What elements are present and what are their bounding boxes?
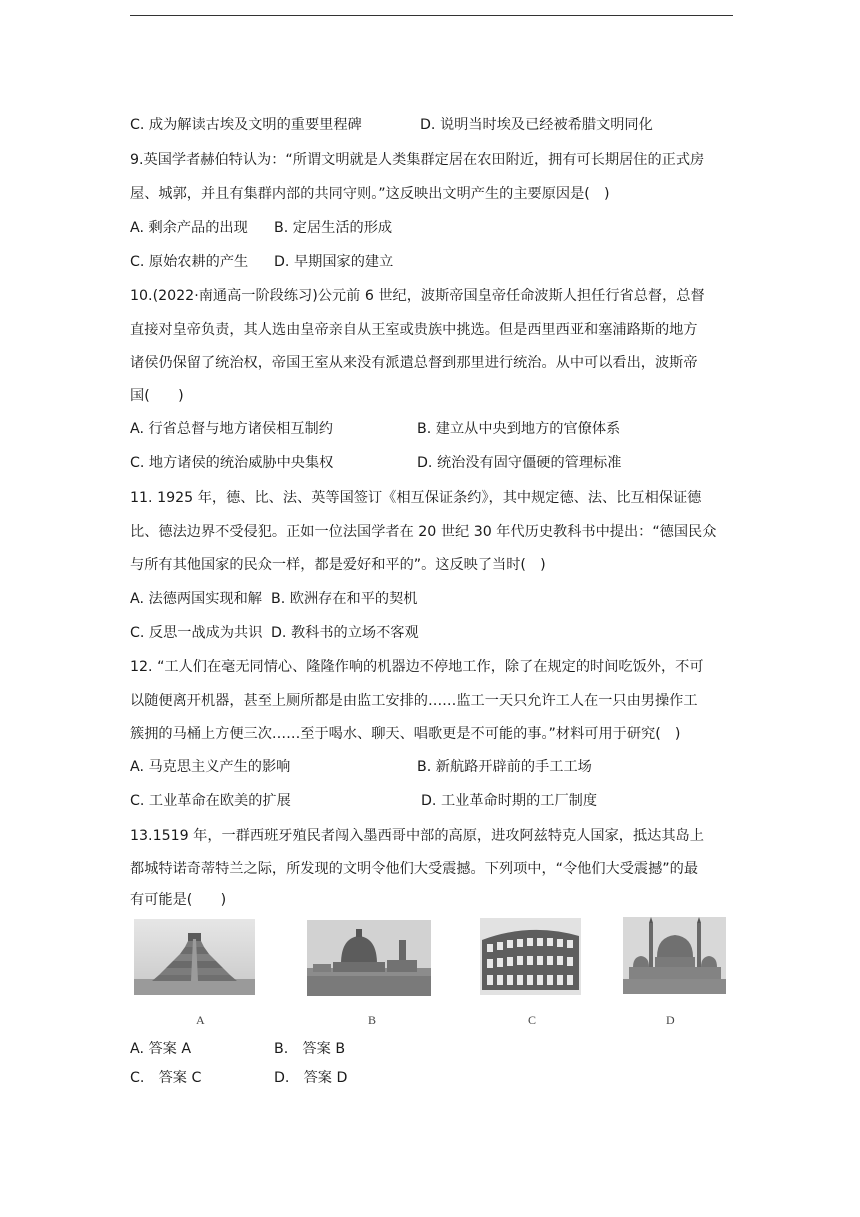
q10-stem-line-3: 诸侯仍保留了统治权，帝国王室从来没有派遣总督到那里进行统治。从中可以看出，波斯帝 <box>130 355 698 371</box>
q11-option-d[interactable]: D. 教科书的立场不客观 <box>271 625 419 641</box>
header-rule <box>130 15 733 16</box>
q10-option-c[interactable]: C. 地方诸侯的统治威胁中央集权 <box>130 455 334 471</box>
q10-option-d[interactable]: D. 统治没有固守僵硬的管理标准 <box>417 455 622 471</box>
q11-option-a[interactable]: A. 法德两国实现和解 <box>130 591 262 607</box>
image-caption-d: D <box>666 1013 675 1027</box>
q13-stem-line-3: 有可能是( ) <box>130 892 227 908</box>
q9-stem-line-2: 屋、城郭，并且有集群内部的共同守则。”这反映出文明产生的主要原因是( ) <box>130 186 610 202</box>
q12-option-d[interactable]: D. 工业革命时期的工厂制度 <box>421 793 598 809</box>
q10-stem-line-2: 直接对皇帝负责，其人选由皇帝亲自从王室或贵族中挑选。但是西里西亚和塞浦路斯的地方 <box>130 322 698 338</box>
q10-option-a[interactable]: A. 行省总督与地方诸侯相互制约 <box>130 421 333 437</box>
q9-option-a[interactable]: A. 剩余产品的出现 <box>130 220 248 236</box>
q13-option-d[interactable]: D. 答案 D <box>274 1070 348 1086</box>
q11-stem-line-1: 11. 1925 年，德、比、法、英等国签订《相互保证条约》，其中规定德、法、比互相保证德 <box>130 490 702 506</box>
image-caption-c: C <box>528 1013 537 1027</box>
q13-stem-line-1: 13.1519 年，一群西班牙殖民者闯入墨西哥中部的高原，进攻阿兹特克人国家，抵达其岛上 <box>130 828 704 844</box>
q13-option-b[interactable]: B. 答案 B <box>274 1041 346 1057</box>
q9-option-c[interactable]: C. 原始农耕的产生 <box>130 254 249 270</box>
q11-option-c[interactable]: C. 反思一战成为共识 <box>130 625 263 641</box>
q13-option-a[interactable]: A. 答案 A <box>130 1041 192 1057</box>
q11-stem-line-2: 比、德法边界不受侵犯。正如一位法国学者在 20 世纪 30 年代历史教科书中提出：“德国民众 <box>130 524 717 540</box>
domed-cathedral-photo[interactable] <box>307 920 431 996</box>
q10-stem-line-4: 国( ) <box>130 388 184 404</box>
q9-option-d[interactable]: D. 早期国家的建立 <box>274 254 394 270</box>
mosque-photo[interactable] <box>623 917 726 994</box>
q9-option-b[interactable]: B. 定居生活的形成 <box>274 220 393 236</box>
q12-option-c[interactable]: C. 工业革命在欧美的扩展 <box>130 793 291 809</box>
q11-option-b[interactable]: B. 欧洲存在和平的契机 <box>271 591 418 607</box>
q8-option-c[interactable]: C. 成为解读古埃及文明的重要里程碑 <box>130 117 362 133</box>
q10-option-b[interactable]: B. 建立从中央到地方的官僚体系 <box>417 421 621 437</box>
q9-stem-line-1: 9.英国学者赫伯特认为：“所谓文明就是人类集群定居在农田附近，拥有可长期居住的正式房 <box>130 152 705 168</box>
q8-option-d[interactable]: D. 说明当时埃及已经被希腊文明同化 <box>420 117 653 133</box>
q12-option-a[interactable]: A. 马克思主义产生的影响 <box>130 759 291 775</box>
image-caption-b: B <box>368 1013 377 1027</box>
q13-stem-line-2: 都城特诺奇蒂特兰之际，所发现的文明令他们大受震撼。下列项中，“令他们大受震撼”的最 <box>130 861 699 877</box>
q12-stem-line-1: 12. “工人们在毫无同情心、隆隆作响的机器边不停地工作，除了在规定的时间吃饭外，不可 <box>130 659 704 675</box>
q12-option-b[interactable]: B. 新航路开辟前的手工工场 <box>417 759 592 775</box>
q11-stem-line-3: 与所有其他国家的民众一样，都是爱好和平的”。这反映了当时( ) <box>130 557 546 573</box>
image-caption-a: A <box>196 1013 205 1027</box>
q13-option-c[interactable]: C. 答案 C <box>130 1070 202 1086</box>
q12-stem-line-3: 簇拥的马桶上方便三次……至于喝水、聊天、唱歌更是不可能的事。”材料可用于研究( ) <box>130 726 681 742</box>
stepped-pyramid-photo[interactable] <box>134 919 255 995</box>
q10-stem-line-1: 10.(2022·南通高一阶段练习)公元前 6 世纪，波斯帝国皇帝任命波斯人担任行省总督，总督 <box>130 288 705 304</box>
q12-stem-line-2: 以随便离开机器，甚至上厕所都是由监工安排的……监工一天只允许工人在一只由男操作工 <box>130 693 698 709</box>
colosseum-photo[interactable] <box>480 918 581 995</box>
